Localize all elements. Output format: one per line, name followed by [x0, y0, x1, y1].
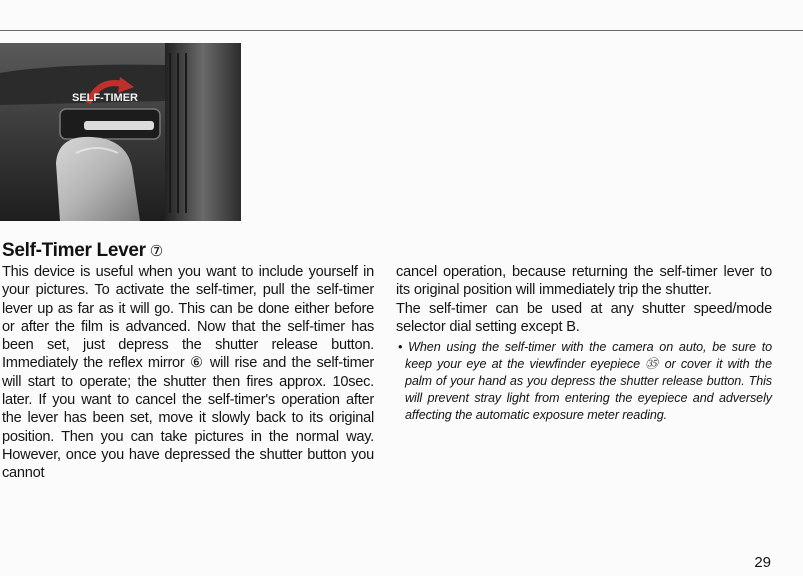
- left-paragraph: This device is useful when you want to include yourself in your pictures. To activate the self-timer, pull the self-timer lever up as far as it will go. This can be done either before or after the film is advanced. Now that the self-timer has been set, just depress the shutter release button. Immediately the reflex mirror ⑥ will rise and the self-timer will start to operate; the shutter then fires approx. 10sec. later. If you want to cancel the self-timer's operation after the lever has been set, move it slowly back to its original position. Then you can take pictures in the normal way. However, once you have depressed the shutter button you cannot: [2, 264, 374, 482]
- left-column: [2, 263, 374, 483]
- right-paragraph-2: The self-timer can be used at any shutter speed/mode selector dial setting except B.: [396, 300, 772, 335]
- right-column: [396, 263, 772, 424]
- self-timer-label: SELF-TIMER: [72, 92, 138, 104]
- section-heading: [2, 240, 163, 262]
- page-number: 29: [754, 554, 771, 571]
- heading-ref: ⑦: [149, 243, 163, 260]
- self-timer-photo: [0, 43, 241, 221]
- top-rule: [0, 30, 803, 31]
- usage-note: • When using the self-timer with the camera on auto, be sure to keep your eye at the viewfinder eyepiece ㉟ or cover it with the palm of your hand as you depress the shutter release button. This will prevent stray light from entering the eyepiece and adversely affecting the automatic exposure meter reading.: [398, 340, 772, 423]
- right-paragraph-1: cancel operation, because returning the self-timer lever to its original position will immediately trip the shutter.: [396, 264, 772, 299]
- heading-text: Self-Timer Lever: [2, 240, 146, 261]
